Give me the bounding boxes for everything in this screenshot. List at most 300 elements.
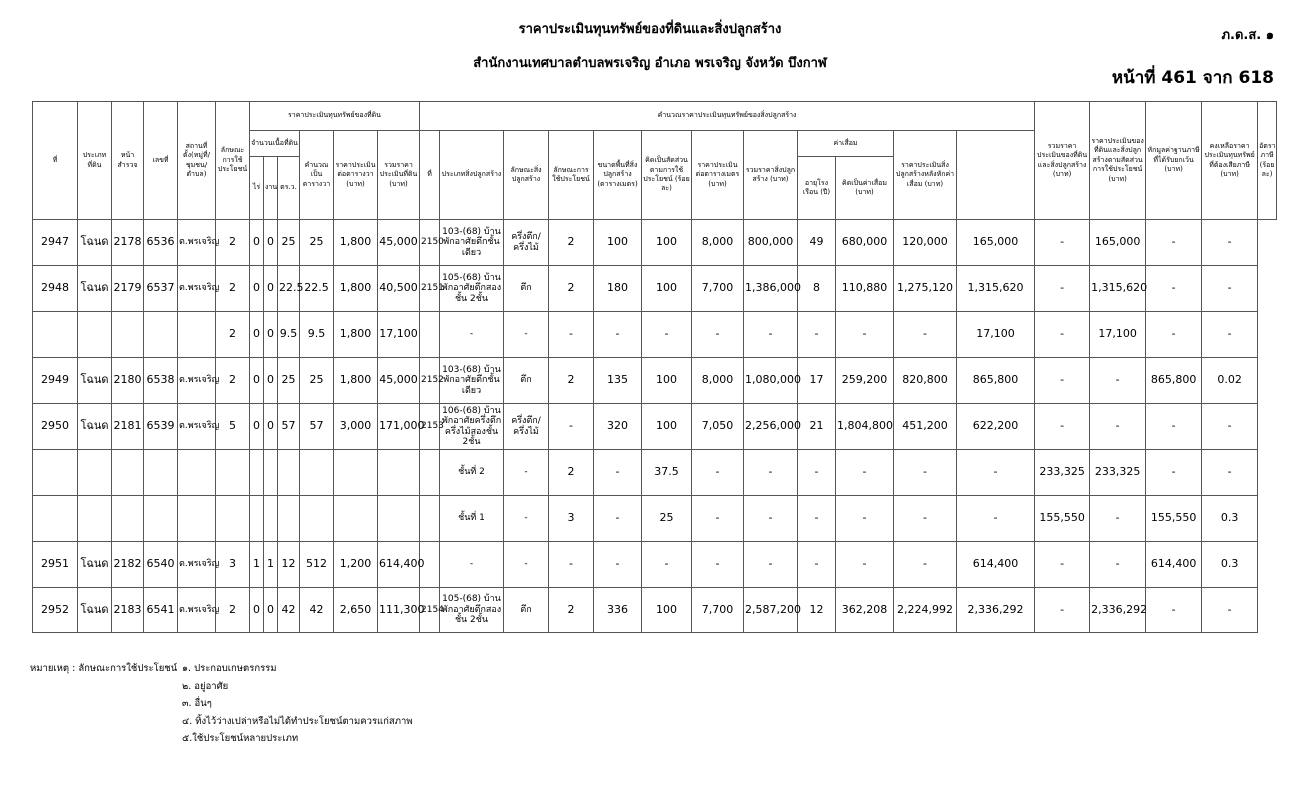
table-cell: 1,804,800 bbox=[836, 404, 894, 450]
table-cell: 362,208 bbox=[836, 588, 894, 633]
page-indicator: หน้าที่ 461 จาก 618 bbox=[1111, 68, 1274, 88]
table-cell: - bbox=[1035, 588, 1090, 633]
table-cell bbox=[250, 496, 264, 542]
table-cell: 2152 bbox=[420, 358, 440, 404]
col-page-survey: หน้าสำรวจ bbox=[112, 102, 144, 220]
table-cell: โฉนด bbox=[78, 220, 112, 266]
table-cell: 0 bbox=[264, 358, 278, 404]
table-cell: 622,200 bbox=[957, 404, 1035, 450]
col-doc-type: ประเภทที่ดิน bbox=[78, 102, 112, 220]
table-cell: - bbox=[744, 496, 798, 542]
table-cell: 1 bbox=[250, 542, 264, 588]
table-cell: ตึก bbox=[504, 266, 549, 312]
table-cell: 8 bbox=[798, 266, 836, 312]
table-cell: 2 bbox=[216, 266, 250, 312]
table-cell: - bbox=[1035, 358, 1090, 404]
table-cell: 22.5 bbox=[300, 266, 334, 312]
table-cell: - bbox=[957, 496, 1035, 542]
table-row bbox=[33, 220, 1277, 266]
table-cell bbox=[278, 496, 300, 542]
table-cell: 100 bbox=[642, 404, 692, 450]
table-cell bbox=[378, 450, 420, 496]
col-depr-amount: คิดเป็นค่าเสื่อม (บาท) bbox=[836, 157, 894, 220]
table-cell: 2950 bbox=[33, 404, 78, 450]
table-cell: - bbox=[1146, 588, 1202, 633]
table-cell: ครึ่งตึก/ครึ่งไม้ bbox=[504, 404, 549, 450]
table-cell: 25 bbox=[642, 496, 692, 542]
remarks-item: ๔. ทิ้งไว้ว่างเปล่าหรือไม่ได้ทำประโยชน์ตามควรแก่สภาพ bbox=[182, 715, 413, 727]
col-floor-area: ขนาดพื้นที่สิ่งปลูกสร้าง (ตารางเมตร) bbox=[594, 131, 642, 220]
table-cell bbox=[278, 450, 300, 496]
table-cell: 100 bbox=[642, 588, 692, 633]
col-price-per-sqwa: ราคาประเมินต่อตารางวา (บาท) bbox=[334, 131, 378, 220]
table-cell: 2948 bbox=[33, 266, 78, 312]
table-row bbox=[33, 588, 1277, 633]
table-cell: - bbox=[549, 404, 594, 450]
table-cell: 105-(68) บ้านพักอาศัยตึกสองชั้น 2ชั้น bbox=[440, 266, 504, 312]
table-cell: - bbox=[1035, 312, 1090, 358]
table-cell: - bbox=[692, 496, 744, 542]
table-cell: 3 bbox=[549, 496, 594, 542]
table-cell: 100 bbox=[594, 220, 642, 266]
table-cell: 820,800 bbox=[894, 358, 957, 404]
table-cell: 0 bbox=[250, 404, 264, 450]
table-cell: โฉนด bbox=[78, 542, 112, 588]
table-cell: 5 bbox=[216, 404, 250, 450]
table-cell: - bbox=[1146, 220, 1202, 266]
table-cell: 103-(68) บ้านพักอาศัยตึกชั้นเดียว bbox=[440, 220, 504, 266]
table-cell: 2949 bbox=[33, 358, 78, 404]
table-row bbox=[33, 404, 1277, 450]
table-cell: 1 bbox=[264, 542, 278, 588]
table-cell: 2153 bbox=[420, 404, 440, 450]
table-cell: 451,200 bbox=[894, 404, 957, 450]
table-cell: 37.5 bbox=[642, 450, 692, 496]
table-cell: 2 bbox=[216, 358, 250, 404]
table-cell: 233,325 bbox=[1035, 450, 1090, 496]
table-cell: 8,000 bbox=[692, 220, 744, 266]
table-cell: 0 bbox=[250, 588, 264, 633]
table-cell: 105-(68) บ้านพักอาศัยตึกสองชั้น 2ชั้น bbox=[440, 588, 504, 633]
col-use-pct: คิดเป็นสัดส่วนตามการใช้ประโยชน์ (ร้อยละ) bbox=[642, 131, 692, 220]
table-cell: - bbox=[594, 496, 642, 542]
table-cell bbox=[264, 496, 278, 542]
remarks-list bbox=[182, 660, 413, 748]
table-cell: 8,000 bbox=[692, 358, 744, 404]
table-cell: 25 bbox=[300, 358, 334, 404]
table-cell: - bbox=[836, 312, 894, 358]
table-cell: 110,880 bbox=[836, 266, 894, 312]
col-sqwa: ตร.ว. bbox=[278, 157, 300, 220]
table-cell: - bbox=[504, 496, 549, 542]
table-cell: 165,000 bbox=[1090, 220, 1146, 266]
table-cell: - bbox=[1146, 312, 1202, 358]
table-cell: 45,000 bbox=[378, 358, 420, 404]
table-cell: 2 bbox=[549, 220, 594, 266]
table-cell: 614,400 bbox=[378, 542, 420, 588]
table-cell: 0 bbox=[264, 404, 278, 450]
table-cell: ชั้นที่ 2 bbox=[440, 450, 504, 496]
table-cell: 2,336,292 bbox=[957, 588, 1035, 633]
table-cell: 2154 bbox=[420, 588, 440, 633]
table-cell: 42 bbox=[300, 588, 334, 633]
table-cell: - bbox=[692, 312, 744, 358]
remarks-item: ๑. ประกอบเกษตรกรรม bbox=[182, 663, 277, 674]
table-cell: - bbox=[642, 542, 692, 588]
table-cell: - bbox=[798, 312, 836, 358]
table-cell: 25 bbox=[278, 220, 300, 266]
table-cell bbox=[178, 496, 216, 542]
table-cell: 49 bbox=[798, 220, 836, 266]
table-cell: 21 bbox=[798, 404, 836, 450]
table-cell: 2151 bbox=[420, 266, 440, 312]
table-cell: 9.5 bbox=[300, 312, 334, 358]
col-group-building: คำนวณราคาประเมินทุนทรัพย์ของสิ่งปลูกสร้าง bbox=[420, 102, 1035, 131]
table-cell: 1,800 bbox=[334, 266, 378, 312]
table-cell: 2179 bbox=[112, 266, 144, 312]
remarks-item: ๒. อยู่อาศัย bbox=[182, 680, 229, 692]
table-cell: 40,500 bbox=[378, 266, 420, 312]
table-cell: 57 bbox=[278, 404, 300, 450]
table-cell: - bbox=[594, 312, 642, 358]
remarks-label: หมายเหตุ : ลักษณะการใช้ประโยชน์ bbox=[30, 663, 178, 674]
table-cell bbox=[420, 496, 440, 542]
col-tax-rate: อัตราภาษี (ร้อยละ) bbox=[1258, 102, 1277, 220]
table-cell: 800,000 bbox=[744, 220, 798, 266]
col-rai: ไร่ bbox=[250, 157, 264, 220]
table-row bbox=[33, 266, 1277, 312]
table-cell: 17 bbox=[798, 358, 836, 404]
table-cell: ต.พรเจริญ bbox=[178, 220, 216, 266]
col-group-depreciation: ค่าเสื่อม bbox=[798, 131, 894, 157]
table-cell bbox=[420, 450, 440, 496]
table-cell: - bbox=[692, 542, 744, 588]
table-cell: 0 bbox=[250, 220, 264, 266]
table-cell: 0 bbox=[264, 588, 278, 633]
table-cell: 9.5 bbox=[278, 312, 300, 358]
table-cell: 42 bbox=[278, 588, 300, 633]
table-cell: 2951 bbox=[33, 542, 78, 588]
table-cell bbox=[33, 312, 78, 358]
table-cell bbox=[78, 450, 112, 496]
col-total-assessed: รวมราคาประเมินของที่ดินและสิ่งปลูกสร้าง (บาท) bbox=[1035, 102, 1090, 220]
table-cell: โฉนด bbox=[78, 266, 112, 312]
table-cell bbox=[178, 450, 216, 496]
table-cell: - bbox=[957, 450, 1035, 496]
table-cell: โฉนด bbox=[78, 358, 112, 404]
table-cell: 2178 bbox=[112, 220, 144, 266]
col-bldg-no: ที่ bbox=[420, 131, 440, 220]
table-cell: 0 bbox=[264, 312, 278, 358]
table-cell: - bbox=[894, 542, 957, 588]
table-cell: 1,275,120 bbox=[894, 266, 957, 312]
table-cell: 320 bbox=[594, 404, 642, 450]
col-location: สถานที่ตั้ง(หมู่ที่/ชุมชน/ตำบล) bbox=[178, 102, 216, 220]
table-cell: - bbox=[744, 312, 798, 358]
table-cell bbox=[144, 312, 178, 358]
table-cell: 2947 bbox=[33, 220, 78, 266]
table-cell: 2 bbox=[216, 220, 250, 266]
table-cell: 2,336,292 bbox=[1090, 588, 1146, 633]
table-row bbox=[33, 358, 1277, 404]
table-cell: 1,386,000 bbox=[744, 266, 798, 312]
table-cell bbox=[216, 450, 250, 496]
table-cell: 0 bbox=[264, 266, 278, 312]
table-cell: 3 bbox=[216, 542, 250, 588]
table-cell: - bbox=[549, 542, 594, 588]
table-cell: 111,300 bbox=[378, 588, 420, 633]
table-cell: - bbox=[1202, 450, 1258, 496]
table-cell: 6540 bbox=[144, 542, 178, 588]
table-cell: ต.พรเจริญ bbox=[178, 588, 216, 633]
col-age: อายุโรงเรือน (ปี) bbox=[798, 157, 836, 220]
table-row bbox=[33, 542, 1277, 588]
table-cell: - bbox=[1035, 266, 1090, 312]
table-cell: 3,000 bbox=[334, 404, 378, 450]
table-cell: - bbox=[744, 542, 798, 588]
remarks-item: ๕.ใช้ประโยชน์หลายประเภท bbox=[182, 733, 299, 744]
table-cell: - bbox=[594, 542, 642, 588]
table-cell: 2180 bbox=[112, 358, 144, 404]
table-cell: 180 bbox=[594, 266, 642, 312]
table-cell: โฉนด bbox=[78, 404, 112, 450]
table-cell: - bbox=[1090, 404, 1146, 450]
table-cell: 100 bbox=[642, 266, 692, 312]
table-cell: 2,650 bbox=[334, 588, 378, 633]
table-cell: 155,550 bbox=[1146, 496, 1202, 542]
table-cell: - bbox=[1146, 450, 1202, 496]
table-cell: - bbox=[1202, 404, 1258, 450]
table-cell: 1,315,620 bbox=[957, 266, 1035, 312]
table-cell bbox=[178, 312, 216, 358]
report-subtitle: สำนักงานเทศบาลตำบลพรเจริญ อำเภอ พรเจริญ จังหวัด บึงกาฬ bbox=[473, 56, 827, 71]
table-cell: 22.5 bbox=[278, 266, 300, 312]
table-cell: ครึ่งตึก/ครึ่งไม้ bbox=[504, 220, 549, 266]
col-bldg-use: ลักษณะการใช้ประโยชน์ bbox=[549, 131, 594, 220]
table-cell: - bbox=[692, 450, 744, 496]
table-cell: 2 bbox=[549, 450, 594, 496]
table-cell: 2,587,200 bbox=[744, 588, 798, 633]
table-cell: 6537 bbox=[144, 266, 178, 312]
table-cell: 6536 bbox=[144, 220, 178, 266]
table-cell: โฉนด bbox=[78, 588, 112, 633]
table-cell: 120,000 bbox=[894, 220, 957, 266]
table-cell: - bbox=[504, 312, 549, 358]
table-cell: - bbox=[744, 450, 798, 496]
table-cell: 2,256,000 bbox=[744, 404, 798, 450]
table-cell: 2150 bbox=[420, 220, 440, 266]
table-cell: - bbox=[1202, 312, 1258, 358]
table-cell bbox=[112, 496, 144, 542]
table-cell: - bbox=[1146, 404, 1202, 450]
table-cell: - bbox=[894, 450, 957, 496]
table-cell: 103-(68) บ้านพักอาศัยตึกชั้นเดียว bbox=[440, 358, 504, 404]
table-cell: 233,325 bbox=[1090, 450, 1146, 496]
table-row bbox=[33, 312, 1277, 358]
table-cell: 259,200 bbox=[836, 358, 894, 404]
table-cell: - bbox=[440, 312, 504, 358]
table-cell: 165,000 bbox=[957, 220, 1035, 266]
table-row bbox=[33, 450, 1277, 496]
table-cell: - bbox=[504, 450, 549, 496]
col-land-total: รวมราคาประเมินที่ดิน (บาท) bbox=[378, 131, 420, 220]
table-cell: - bbox=[1202, 220, 1258, 266]
table-cell: 2952 bbox=[33, 588, 78, 633]
table-cell: 0.3 bbox=[1202, 496, 1258, 542]
table-cell: ตึก bbox=[504, 358, 549, 404]
table-cell: 100 bbox=[642, 358, 692, 404]
col-deduction: หักมูลค่าฐานภาษีที่ได้รับยกเว้น (บาท) bbox=[1146, 102, 1202, 220]
table-cell: 25 bbox=[278, 358, 300, 404]
table-cell: 6539 bbox=[144, 404, 178, 450]
table-cell: - bbox=[836, 450, 894, 496]
col-bldg-type: ประเภทสิ่งปลูกสร้าง bbox=[440, 131, 504, 220]
col-land-use: ลักษณะการใช้ประโยชน์ bbox=[216, 102, 250, 220]
table-cell bbox=[78, 496, 112, 542]
col-group-area: จำนวนเนื้อที่ดิน bbox=[250, 131, 300, 157]
table-cell: - bbox=[1035, 220, 1090, 266]
table-cell: 100 bbox=[642, 220, 692, 266]
assessment-table bbox=[32, 101, 1277, 633]
table-cell: 17,100 bbox=[1090, 312, 1146, 358]
form-code: ภ.ด.ส. ๑ bbox=[1221, 28, 1274, 43]
table-cell: 12 bbox=[278, 542, 300, 588]
table-cell: ชั้นที่ 1 bbox=[440, 496, 504, 542]
col-group-land: ราคาประเมินทุนทรัพย์ของที่ดิน bbox=[250, 102, 420, 131]
table-cell: ต.พรเจริญ bbox=[178, 358, 216, 404]
table-cell: 0 bbox=[264, 220, 278, 266]
table-cell: - bbox=[1035, 404, 1090, 450]
table-cell: 7,700 bbox=[692, 588, 744, 633]
table-cell: 1,080,000 bbox=[744, 358, 798, 404]
table-cell bbox=[334, 496, 378, 542]
table-row bbox=[33, 496, 1277, 542]
table-cell bbox=[300, 450, 334, 496]
table-cell: - bbox=[440, 542, 504, 588]
table-cell: - bbox=[642, 312, 692, 358]
table-cell: 2,224,992 bbox=[894, 588, 957, 633]
table-cell: - bbox=[549, 312, 594, 358]
table-body bbox=[33, 220, 1277, 633]
table-cell: ต.พรเจริญ bbox=[178, 404, 216, 450]
table-cell: 7,050 bbox=[692, 404, 744, 450]
table-cell: 1,800 bbox=[334, 312, 378, 358]
table-cell bbox=[250, 450, 264, 496]
table-cell bbox=[334, 450, 378, 496]
table-cell bbox=[144, 450, 178, 496]
col-calc-sqwa: คำนวณเป็นตารางวา bbox=[300, 131, 334, 220]
table-cell: 1,315,620 bbox=[1090, 266, 1146, 312]
table-cell: 171,000 bbox=[378, 404, 420, 450]
table-cell bbox=[112, 312, 144, 358]
table-cell: 865,800 bbox=[957, 358, 1035, 404]
table-cell: 25 bbox=[300, 220, 334, 266]
table-cell: 512 bbox=[300, 542, 334, 588]
table-cell: ต.พรเจริญ bbox=[178, 542, 216, 588]
table-cell: 680,000 bbox=[836, 220, 894, 266]
table-cell: 614,400 bbox=[957, 542, 1035, 588]
table-cell: 1,800 bbox=[334, 358, 378, 404]
table-cell: - bbox=[894, 496, 957, 542]
table-cell bbox=[264, 450, 278, 496]
table-cell: 1,200 bbox=[334, 542, 378, 588]
table-cell: - bbox=[1202, 588, 1258, 633]
table-cell: ตึก bbox=[504, 588, 549, 633]
table-cell: - bbox=[1090, 496, 1146, 542]
table-cell: - bbox=[894, 312, 957, 358]
table-cell: - bbox=[1035, 542, 1090, 588]
table-cell: 2 bbox=[216, 588, 250, 633]
table-cell: 614,400 bbox=[1146, 542, 1202, 588]
table-cell bbox=[33, 496, 78, 542]
col-bldg-total: รวมราคาสิ่งปลูกสร้าง (บาท) bbox=[744, 131, 798, 220]
table-cell: 106-(68) บ้านพักอาศัยครึ่งตึกครึ่งไม้สองชั้น 2ชั้น bbox=[440, 404, 504, 450]
col-doc-no: เลขที่ bbox=[144, 102, 178, 220]
table-cell: 0 bbox=[250, 358, 264, 404]
table-cell: 17,100 bbox=[957, 312, 1035, 358]
col-row-no: ที่ bbox=[33, 102, 78, 220]
table-cell: 6541 bbox=[144, 588, 178, 633]
table-cell bbox=[144, 496, 178, 542]
table-cell: ต.พรเจริญ bbox=[178, 266, 216, 312]
table-cell bbox=[33, 450, 78, 496]
table-cell: - bbox=[798, 450, 836, 496]
table-cell: 336 bbox=[594, 588, 642, 633]
table-cell bbox=[78, 312, 112, 358]
table-cell: 2 bbox=[549, 588, 594, 633]
table-cell: 0 bbox=[250, 312, 264, 358]
table-cell: 57 bbox=[300, 404, 334, 450]
table-cell: - bbox=[594, 450, 642, 496]
table-cell: 6538 bbox=[144, 358, 178, 404]
table-cell bbox=[378, 496, 420, 542]
table-cell: 2 bbox=[216, 312, 250, 358]
table-cell: 0.02 bbox=[1202, 358, 1258, 404]
table-cell: 2181 bbox=[112, 404, 144, 450]
col-bldg-net: ราคาประเมินสิ่งปลูกสร้างหลังหักค่าเสื่อม (บาท) bbox=[894, 131, 957, 220]
table-cell: - bbox=[1090, 358, 1146, 404]
table-cell: 7,700 bbox=[692, 266, 744, 312]
table-cell: - bbox=[798, 542, 836, 588]
table-cell: 12 bbox=[798, 588, 836, 633]
table-cell: - bbox=[1090, 542, 1146, 588]
table-cell: 17,100 bbox=[378, 312, 420, 358]
remarks-item: ๓. อื่นๆ bbox=[182, 698, 212, 709]
table-cell: - bbox=[798, 496, 836, 542]
report-title: ราคาประเมินทุนทรัพย์ของที่ดินและสิ่งปลูกสร้าง bbox=[518, 22, 782, 37]
col-taxable: คงเหลือราคาประเมินทุนทรัพย์ที่ต้องเสียภาษี (บาท) bbox=[1202, 102, 1258, 220]
table-cell: - bbox=[504, 542, 549, 588]
col-ngan: งาน bbox=[264, 157, 278, 220]
table-cell: 2 bbox=[549, 358, 594, 404]
table-cell: 0.3 bbox=[1202, 542, 1258, 588]
table-cell bbox=[112, 450, 144, 496]
col-price-per-sqm: ราคาประเมินต่อตารางเมตร (บาท) bbox=[692, 131, 744, 220]
col-proportional: ราคาประเมินของที่ดินและสิ่งปลูกสร้างตามสัดส่วนการใช้ประโยชน์ (บาท) bbox=[1090, 102, 1146, 220]
table-cell: - bbox=[1146, 266, 1202, 312]
table-cell: 2182 bbox=[112, 542, 144, 588]
col-bldg-style: ลักษณะสิ่งปลูกสร้าง bbox=[504, 131, 549, 220]
table-cell: 0 bbox=[250, 266, 264, 312]
table-cell bbox=[300, 496, 334, 542]
table-cell: 155,550 bbox=[1035, 496, 1090, 542]
table-cell: 2 bbox=[549, 266, 594, 312]
table-cell: 865,800 bbox=[1146, 358, 1202, 404]
table-cell: - bbox=[836, 542, 894, 588]
table-cell: 1,800 bbox=[334, 220, 378, 266]
table-cell bbox=[420, 312, 440, 358]
table-cell bbox=[216, 496, 250, 542]
